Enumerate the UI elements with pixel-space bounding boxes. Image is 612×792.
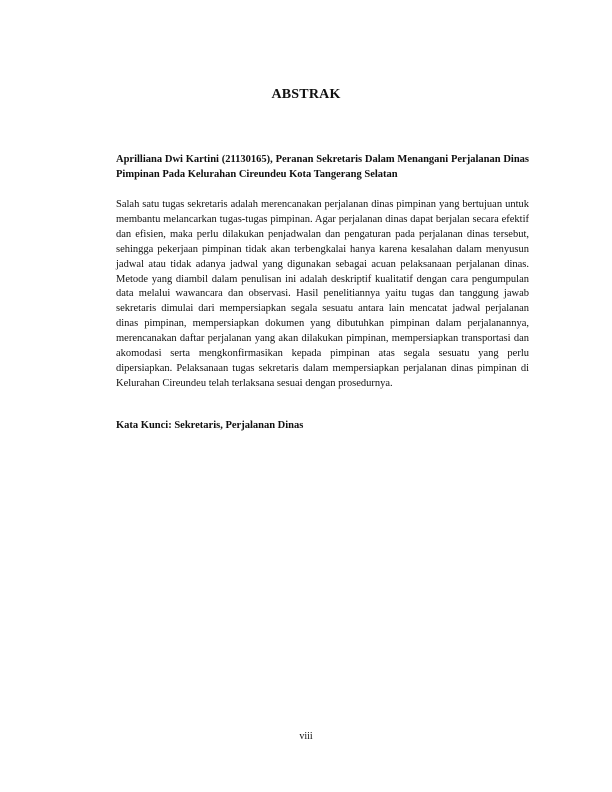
author-and-thesis-title: Aprilliana Dwi Kartini (21130165), Peranan Sekretaris Dalam Menangani Perjalanan Dinas Pimpinan Pada Kelurahan Cireundeu Kota Tangerang Selatan	[116, 154, 529, 180]
abstract-paragraph: Salah satu tugas sekretaris adalah merencanakan perjalanan dinas pimpinan yang bertujuan untuk membantu melancarkan tugas-tugas pimpinan. Agar perjalanan dinas dapat berjalan secara efektif dan efisien, maka perlu dilakukan penjadwalan dan pengaturan pada perjalanan dinas tersebut, sehingga pekerjaan pimpinan tidak akan terbengkalai hanya karena kesalahan dalam menyusun jadwal atau tidak adanya jadwal yang digunakan sebagai acuan pelaksanaan perjalanan dinas. Metode yang diambil dalam penulisan ini adalah deskriptif kualitatif dengan cara pengumpulan data melalui wawancara dan observasi. Hasil penelitiannya yaitu tugas dan tanggung jawab sekretaris dimulai dari mempersiapkan segala sesuatu antara lain mencatat jadwal perjalanan dinas pimpinan, mempersiapkan dokumen yang dibutuhkan pimpinan dalam perjalanannya, merencanakan daftar perjalanan yang akan dilakukan pimpinan, mempersiapkan transportasi dan akomodasi serta mengkonfirmasikan kepada pimpinan atas segala sesuatu yang perlu dipersiapkan. Pelaksanaan tugas sekretaris dalam mempersiapkan perjalanan dinas pimpinan di Kelurahan Cireundeu telah terlaksana sesuai dengan prosedurnya.	[116, 199, 529, 389]
page-number: viii	[299, 731, 313, 742]
keywords: Kata Kunci: Sekretaris, Perjalanan Dinas	[116, 420, 304, 431]
page-title: ABSTRAK	[271, 87, 341, 102]
